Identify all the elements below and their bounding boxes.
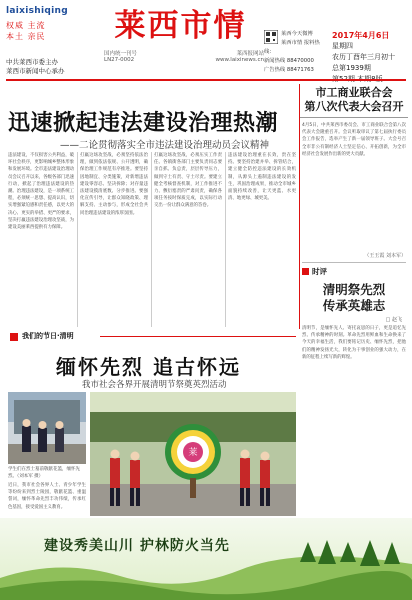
slogan-line-2: 本土 亲民	[6, 32, 46, 41]
column-rule	[151, 152, 152, 327]
masthead-divider	[6, 79, 406, 81]
masthead-subline-2	[104, 57, 264, 63]
issue-total: 总第1939期	[332, 64, 371, 72]
banner-slogan: 建设秀美山川 护林防火当先	[44, 538, 230, 554]
contact-line-2: 莱西市情 报料热线：	[264, 40, 320, 55]
side-headline[interactable]	[300, 86, 408, 114]
logo-block	[6, 6, 98, 58]
commentary-headline-line-2: 传承英雄志	[322, 298, 386, 313]
side-divider	[300, 117, 408, 118]
slogan-line-1: 权威 主流	[6, 21, 46, 30]
masthead-sub-1: 国内统一刊号	[104, 51, 138, 57]
commentary-body: 清明节，是缅怀先人、寄托哀思的日子，更是追忆先烈、传承精神的时刻。革命先烈用鲜血和生命换来了今天的幸福生活，我们要铭记历史、缅怀先烈，把他们的精神发扬光大，转化为干事创业的强大动力，在新的征程上续写新的辉煌。	[302, 326, 406, 360]
masthead-sub-3: LN27-0002	[104, 57, 135, 63]
commentary-headline[interactable]	[302, 282, 406, 314]
issue-weekday: 星期四	[332, 42, 353, 50]
feature-body: 近日，我市社会各界人士、青少年学生等纷纷来到烈士陵园，敬献花篮、重温誓词，缅怀革命先烈丰功伟绩，传承红色基因，接受爱国主义教育。	[8, 483, 86, 510]
lead-column-2: 打赢这场攻坚战，必须坚持依法治理，做到依法依规、公开透明，确保治理工作规范有序推进。要坚持因地制宜、分类施策，对新增违法建设零容忍、坚决拆除；对存量违法建设摸清底数、分步推进。要强化宣传引导，让群众知晓政策、理解支持、主动参与，形成全社会共同治理违法建设的浓厚氛围。	[80, 153, 148, 216]
lead-column-3: 打赢这场攻坚战，必须压实工作责任。各镇街各部门主要负责同志要亲自抓、负总责，层层传导压力，做到守土有责、守土尽责。要建立健全考核督查机制，对工作推进不力、敷衍塞责的严肃问责，确保各项任务按时保质完成，以实际行动交出一份让群众满意的答卷。	[154, 153, 222, 209]
lead-column-1: 违法建设，不仅损害公共利益，破坏社会秩序，更影响城乡整体形象和发展环境。全市违法建设治理动员会议召开以来，各级各部门迅速行动，掀起了治理违法建设的热潮。治理违法建设，是一项系统工程，必须统一思想、提高认识，切实增强紧迫感和责任感，以更大的决心、更实的举措、更严的要求，坚决打赢违法建设治理攻坚战，为建设美丽莱西提供有力保障。	[8, 153, 74, 231]
photo-caption-1: 学生们在烈士墓前敬献花篮，缅怀先烈。（刘本军 摄）	[8, 467, 80, 479]
column-separator	[299, 84, 300, 329]
contact-line-4: 广告热线 88471763	[264, 67, 314, 73]
organizer-block	[6, 58, 96, 76]
organizer-line-1: 中共莱西市委主办	[6, 58, 58, 66]
lead-column-4: 违法建设治理重在长效，贵在坚持。要坚持治建并举、拆管结合，建立健全防控违法建设的长效机制，从源头上遏制违法建设的发生，巩固治理成果，推动全市城乡面貌持续改善，让天更蓝、水更清、地更绿、城更美。	[228, 153, 296, 202]
side-article-body: 4月5日，中共莱西市委员会、市工商业联合会第八次代表大会隆重召开。会议听取审议了第七届执行委员会工作报告，选举产生了新一届领导班子。大会号召全市非公有制经济人士坚定信心、开拓创新，为全市经济社会发展作出新的更大贡献。	[302, 123, 406, 157]
photo-wreath-ceremony[interactable]	[90, 392, 296, 516]
photo-students-memorial[interactable]	[8, 392, 86, 464]
masthead-title: 莱西市情	[114, 8, 247, 44]
masthead-subline	[104, 49, 264, 57]
side-headline-line-2: 第八次代表大会召开	[304, 100, 404, 113]
issue-lunar: 农历丁酉年三月初十	[332, 53, 395, 61]
commentary-tag	[302, 266, 342, 278]
section-square-icon	[10, 333, 18, 341]
logo-latin: laixishiqing	[6, 6, 68, 16]
contact-line-1: 莱西今天微博	[281, 31, 313, 37]
lead-subheadline: ——二论贯彻落实全市违法建设治理动员会议精神	[60, 140, 270, 151]
masthead-sub-2: 莱西报网站	[236, 51, 264, 57]
issue-date: 2017年4月6日	[332, 31, 390, 40]
feature-section-label: 我们的节日·清明	[22, 332, 74, 340]
feature-headline[interactable]: 缅怀先烈 追古怀远	[56, 355, 241, 379]
side-article-author: （王玉霞 刘本军）	[364, 253, 406, 259]
side-headline-line-1: 市工商业联合会	[315, 86, 393, 99]
side-separator	[302, 262, 406, 263]
column-rule	[77, 152, 78, 327]
qr-code-icon	[264, 30, 278, 44]
contact-box	[264, 30, 330, 75]
fire-prevention-banner	[0, 518, 412, 600]
commentary-author: □ 赵飞	[385, 317, 402, 323]
masthead-sub-4[interactable]: www.laixinews.cn	[215, 57, 264, 63]
lead-headline[interactable]: 迅速掀起违法建设治理热潮	[8, 111, 279, 136]
feature-section-rule	[100, 336, 296, 337]
tag-square-icon	[302, 268, 309, 275]
contact-line-3: 新闻热线 88470000	[264, 58, 314, 64]
organizer-line-2: 莱西市新闻中心承办	[6, 67, 65, 75]
dateline-box	[332, 30, 408, 85]
column-rule	[225, 152, 226, 327]
commentary-headline-line-1: 清明祭先烈	[322, 282, 386, 297]
commentary-tag-label: 时评	[312, 267, 327, 276]
feature-subheadline: 我市社会各界开展清明节祭奠英烈活动	[82, 380, 227, 390]
wreath-character: 莱	[188, 448, 198, 458]
